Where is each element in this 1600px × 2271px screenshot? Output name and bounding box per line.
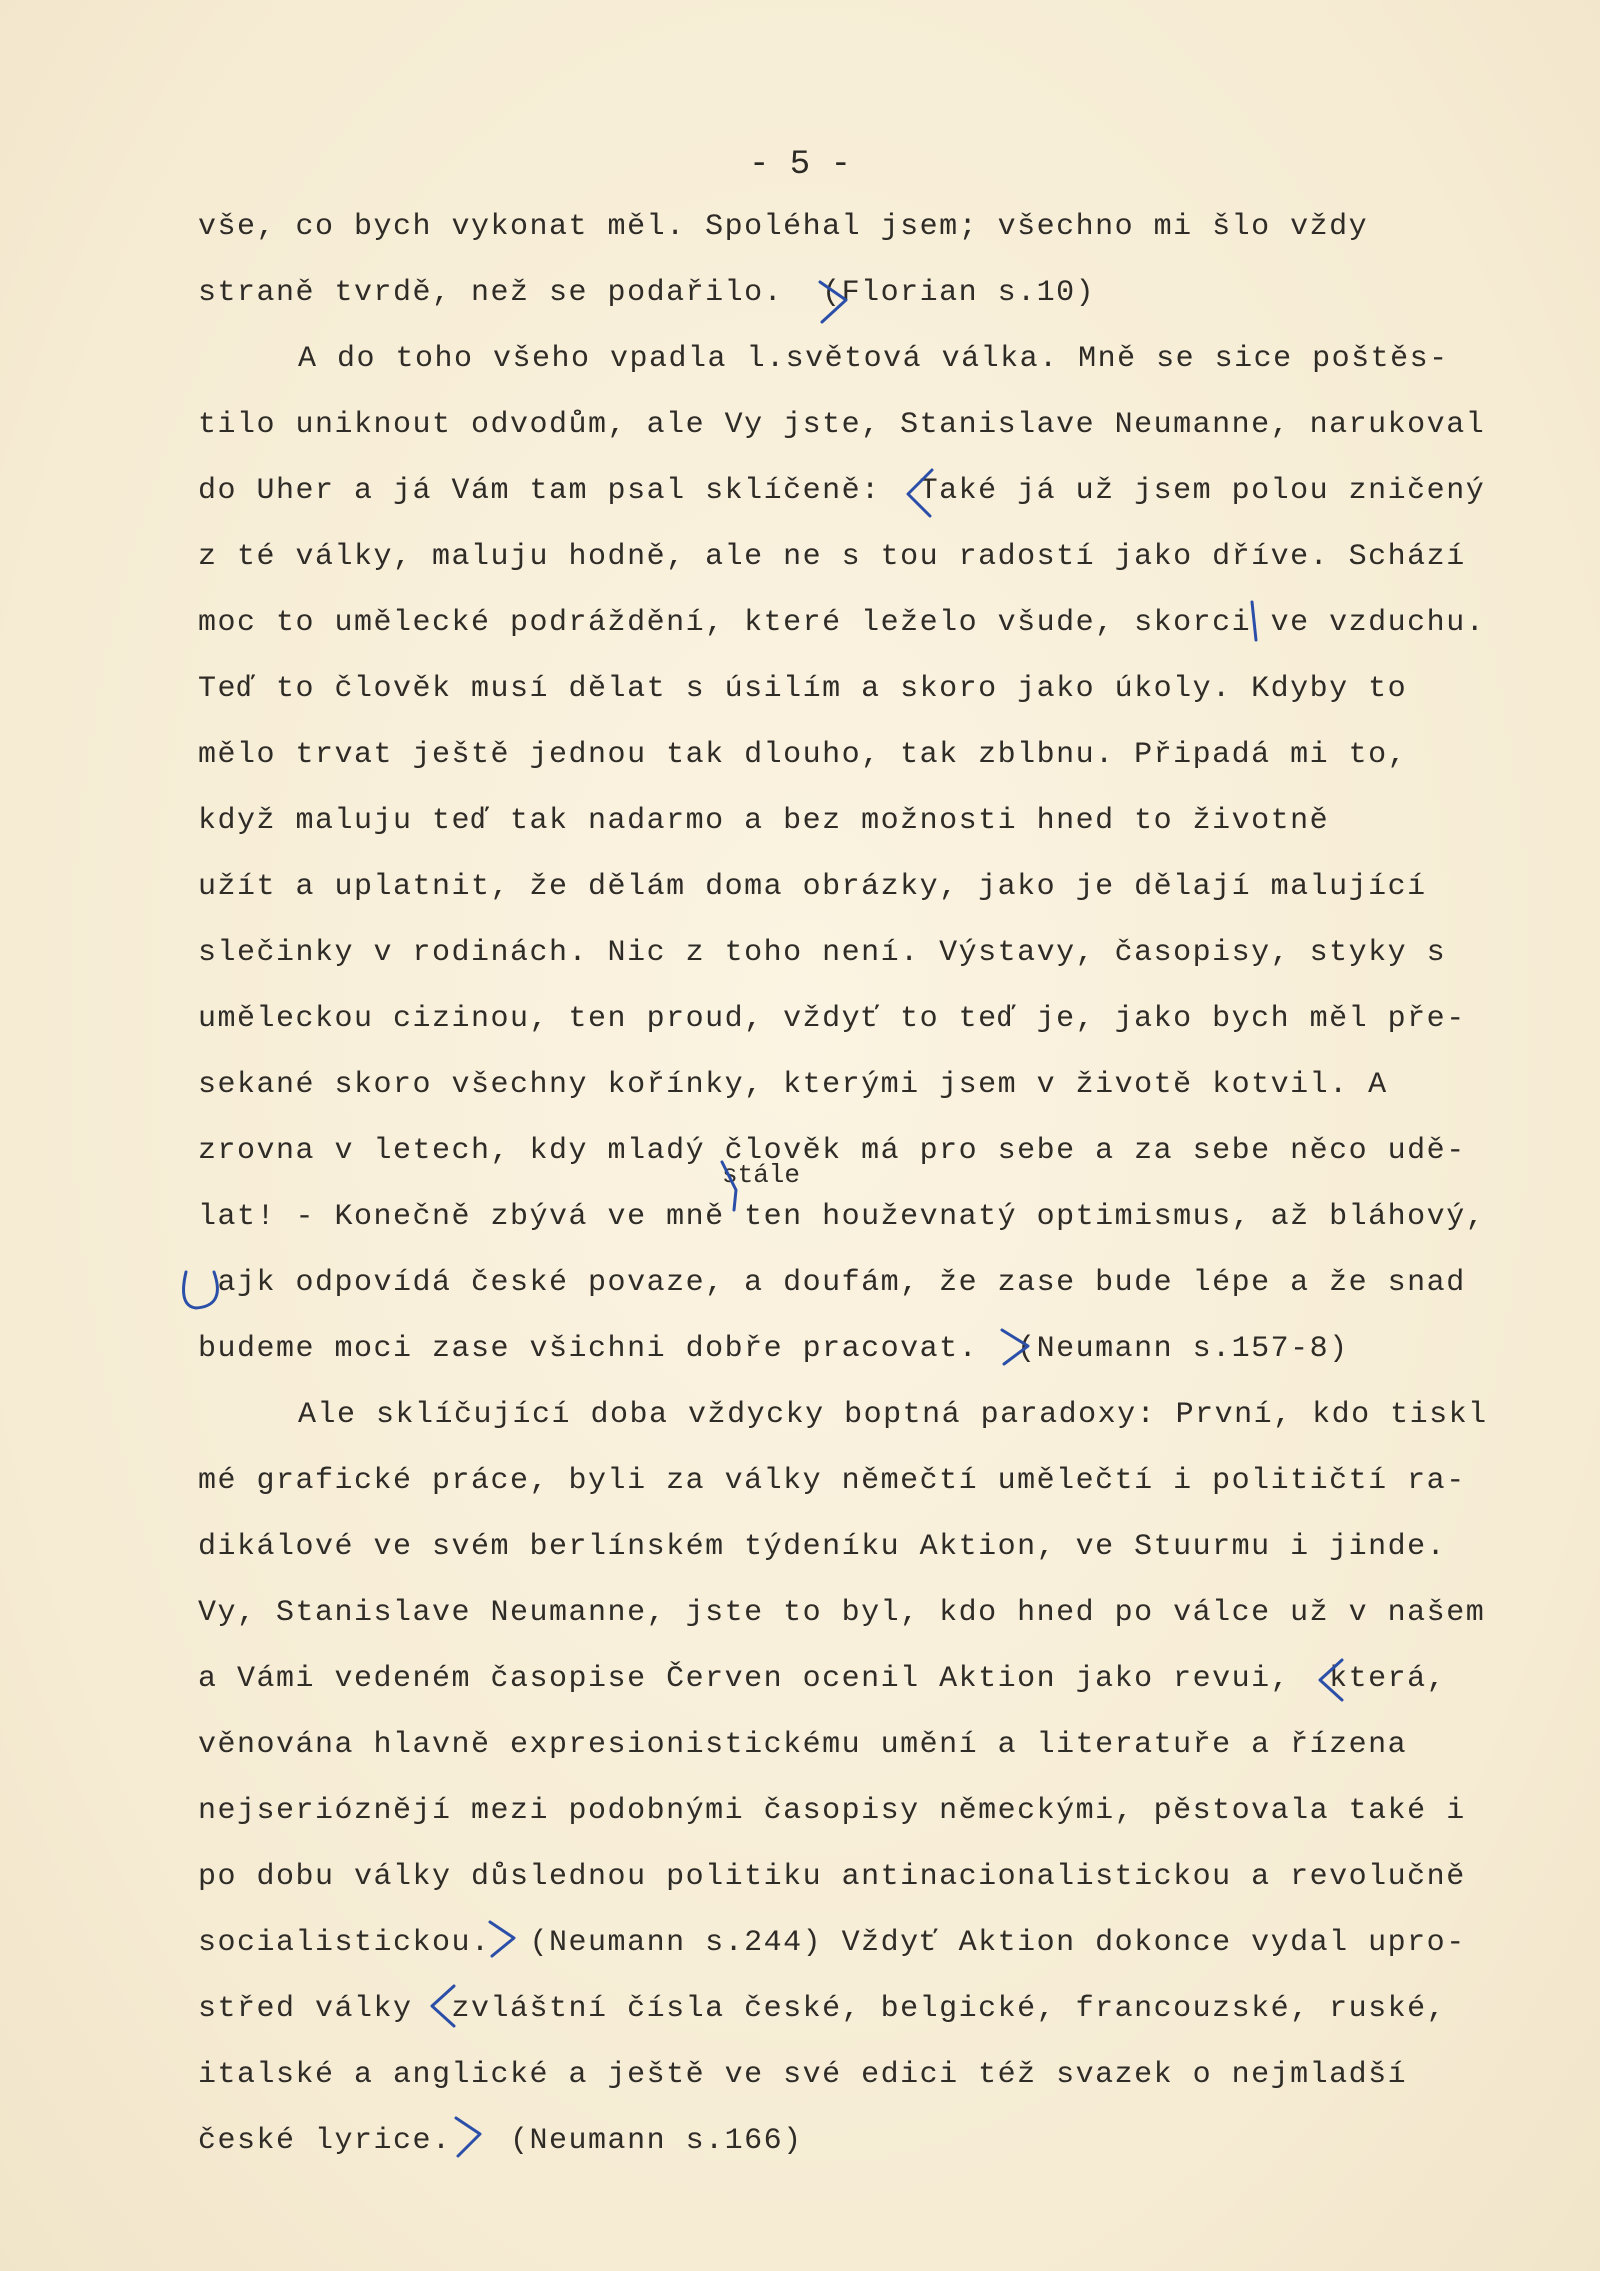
text-line: věnována hlavně expresionistickému umění a literatuře a řízena bbox=[198, 1728, 1408, 1762]
page-number: - 5 - bbox=[748, 146, 852, 184]
text-line: mělo trvat ještě jednou tak dlouho, tak zblbnu. Připadá mi to, bbox=[198, 738, 1408, 772]
text-line: vše, co bych vykonat měl. Spoléhal jsem; všechno mi šlo vždy bbox=[198, 210, 1369, 244]
text-line: A do toho všeho vpadla l.světová válka. Mně se sice poštěs- bbox=[298, 342, 1449, 376]
text-line: nejserióznějí mezi podobnými časopisy německými, pěstovala také i bbox=[198, 1794, 1466, 1828]
handwritten-insertion: stále bbox=[722, 1160, 801, 1190]
text-line: české lyrice. (Neumann s.166) bbox=[198, 2124, 803, 2158]
closing-quote-mark bbox=[820, 282, 846, 322]
text-line: dikálové ve svém berlínském týdeníku Aktion, ve Stuurmu i jinde. bbox=[198, 1530, 1447, 1564]
text-line: Vy, Stanislave Neumanne, jste to byl, kdo hned po válce už v našem bbox=[198, 1596, 1486, 1630]
text-line: do Uher a já Vám tam psal sklíčeně: Také já už jsem polou zničený bbox=[198, 474, 1486, 508]
text-line: zrovna v letech, kdy mladý člověk má pro sebe a za sebe něco udě- bbox=[198, 1134, 1466, 1168]
correction-mark bbox=[1252, 602, 1256, 640]
text-line: tilo uniknout odvodům, ale Vy jste, Stanislave Neumanne, narukoval bbox=[198, 408, 1486, 442]
text-line: moc to umělecké podráždění, které leželo všude, skorci ve vzduchu. bbox=[198, 606, 1486, 640]
text-line: uměleckou cizinou, ten proud, vždyť to teď je, jako bych měl pře- bbox=[198, 1002, 1466, 1036]
text-line: a Vámi vedeném časopise Červen ocenil Aktion jako revui, která, bbox=[198, 1662, 1447, 1696]
text-line: italské a anglické a ještě ve své edici též svazek o nejmladší bbox=[198, 2058, 1408, 2092]
text-line: budeme moci zase všichni dobře pracovat. (Neumann s.157-8) bbox=[198, 1332, 1349, 1366]
text-line: mé grafické práce, byli za války němečtí umělečtí i političtí ra- bbox=[198, 1464, 1466, 1498]
closing-quote-mark bbox=[490, 1922, 514, 1956]
opening-quote-mark bbox=[1320, 1660, 1342, 1700]
text-line: sekané skoro všechny kořínky, kterými jsem v životě kotvil. A bbox=[198, 1068, 1388, 1102]
opening-quote-mark bbox=[908, 470, 932, 516]
text-line: lat! - Konečně zbývá ve mně ten houževnatý optimismus, až bláhový, bbox=[198, 1200, 1486, 1234]
text-line: když maluju teď tak nadarmo a bez možnosti hned to životně bbox=[198, 804, 1330, 838]
text-line: po dobu války důslednou politiku antinacionalistickou a revolučně bbox=[198, 1860, 1466, 1894]
insertion-caret-mark bbox=[722, 1162, 736, 1210]
opening-quote-mark bbox=[432, 1986, 454, 2026]
text-line: Ale sklíčující doba vždycky boptná paradoxy: První, kdo tiskl bbox=[298, 1398, 1488, 1432]
text-line: užít a uplatnit, že dělám doma obrázky, jako je dělají malující bbox=[198, 870, 1427, 904]
text-line: socialistickou. (Neumann s.244) Vždyť Aktion dokonce vydal upro- bbox=[198, 1926, 1466, 1960]
closing-quote-mark bbox=[1002, 1330, 1028, 1364]
correction-loop-mark bbox=[184, 1272, 218, 1308]
text-line: střed války zvláštní čísla české, belgické, francouzské, ruské, bbox=[198, 1992, 1447, 2026]
text-line: Teď to člověk musí dělat s úsilím a skoro jako úkoly. Kdyby to bbox=[198, 672, 1408, 706]
text-line: straně tvrdě, než se podařilo. (Florian s.10) bbox=[198, 276, 1096, 310]
text-line: z té války, maluju hodně, ale ne s tou radostí jako dříve. Schází bbox=[198, 540, 1466, 574]
text-line: slečinky v rodinách. Nic z toho není. Výstavy, časopisy, styky s bbox=[198, 936, 1447, 970]
text-line: ajk odpovídá české povaze, a doufám, že zase bude lépe a že snad bbox=[198, 1266, 1466, 1300]
closing-quote-mark bbox=[456, 2118, 480, 2156]
